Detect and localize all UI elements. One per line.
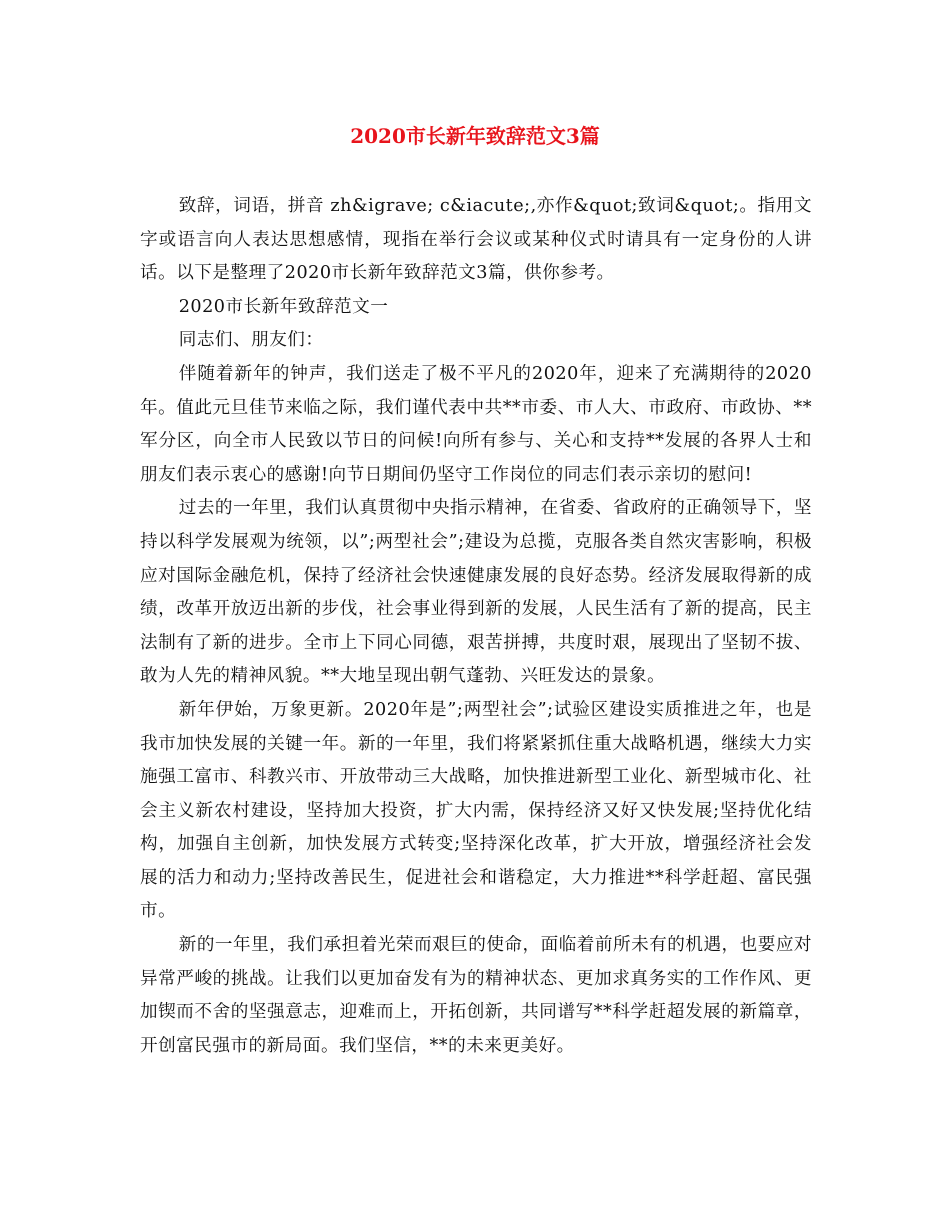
body-paragraph: 伴随着新年的钟声，我们送走了极不平凡的2020年，迎来了充满期待的2020年。值此元旦佳节来临之际，我们谨代表中共**市委、市人大、市政府、市政协、**军分区，向全市人民致以节日的问候!向所有参与、关心和支持**发展的各界人士和朋友们表示衷心的感谢!向节日期间仍坚守工作岗位的同志们表示亲切的慰问! <box>140 363 812 485</box>
body-paragraph: 过去的一年里，我们认真贯彻中央指示精神，在省委、省政府的正确领导下，坚持以科学发展观为统领，以”;两型社会”;建设为总揽，克服各类自然灾害影响，积极应对国际金融危机，保持了经济社会快速健康发展的良好态势。经济发展取得新的成绩，改革开放迈出新的步伐，社会事业得到新的发展，人民生活有了新的提高，民主法制有了新的进步。全市上下同心同德，艰苦拼搏，共度时艰，展现出了坚韧不拔、敢为人先的精神风貌。**大地呈现出朝气蓬勃、兴旺发达的景象。 <box>140 498 813 687</box>
intro-paragraph: 致辞，词语，拼音 zh&igrave; c&iacute;,亦作&quot;致词&quot;。指用文字或语言向人表达思想感情，现指在举行会议或某种仪式时请具有一定身份的人讲话。以下是整理了2020市长新年致辞范文3篇，供你参考。 <box>140 196 812 284</box>
document-body <box>140 190 812 1063</box>
document-title: 2020市长新年致辞范文3篇 <box>350 124 600 148</box>
body-paragraph: 新的一年里，我们承担着光荣而艰巨的使命，面临着前所未有的机遇，也要应对异常严峻的挑战。让我们以更加奋发有为的精神状态、更加求真务实的工作作风、更加锲而不舍的坚强意志，迎难而上，开拓创新，共同谱写**科学赶超发展的新篇章，开创富民强市的新局面。我们坚信，**的未来更美好。 <box>140 935 813 1056</box>
body-paragraph: 新年伊始，万象更新。2020年是”;两型社会”;试验区建设实质推进之年，也是我市加快发展的关键一年。新的一年里，我们将紧紧抓住重大战略机遇，继续大力实施强工富市、科教兴市、开放带动三大战略，加快推进新型工业化、新型城市化、社会主义新农村建设，坚持加大投资，扩大内需，保持经济又好又快发展;坚持优化结构，加强自主创新，加快发展方式转变;坚持深化改革，扩大开放，增强经济社会发展的活力和动力;坚持改善民生，促进社会和谐稳定，大力推进**科学赶超、富民强市。 <box>140 699 812 922</box>
section-heading: 2020市长新年致辞范文一 <box>178 296 389 317</box>
salutation: 同志们、朋友们： <box>178 330 324 351</box>
